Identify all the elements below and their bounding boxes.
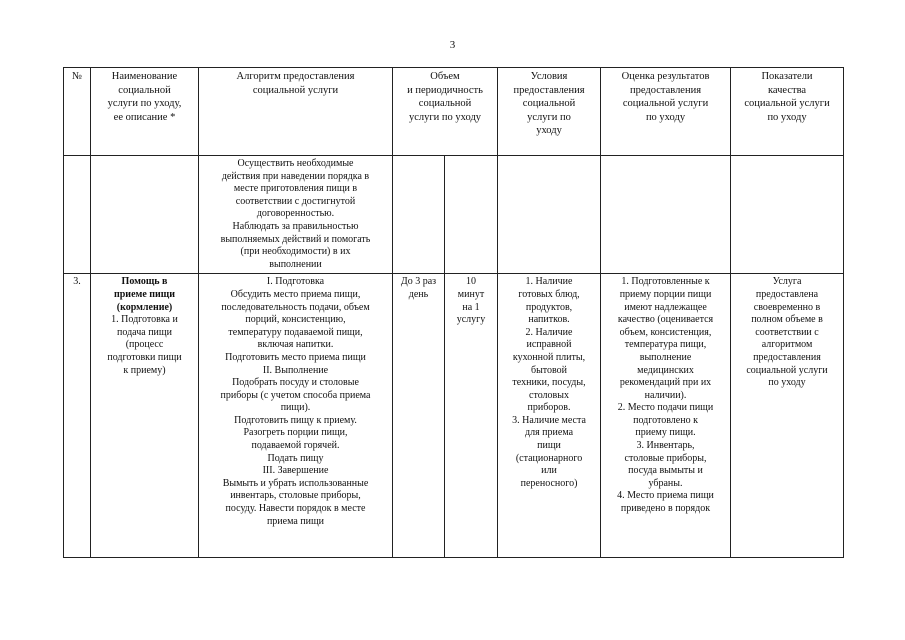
header-row: [64, 68, 844, 156]
cell-quality: [731, 156, 844, 274]
cell-quality: Услуга предоставлена своевременно в полном объеме в соответствии с алгоритмом предоставления социальной услуги по уходу: [731, 274, 844, 558]
service-title: Помощь в приеме пищи (кормление): [113, 276, 175, 313]
cell-volume-time: 10 минут на 1 услугу: [445, 274, 498, 558]
cell-evaluation: [601, 156, 731, 274]
cell-volume-freq: До 3 раз день: [393, 274, 445, 558]
cell-volume-freq: [393, 156, 445, 274]
header-evaluation: Оценка результатов предоставления социальной услуги по уходу: [601, 68, 731, 156]
header-name: Наименование социальной услуги по уходу, ее описание *: [91, 68, 199, 156]
header-algorithm: Алгоритм предоставления социальной услуги: [199, 68, 393, 156]
cell-algorithm: Осуществить необходимые действия при наведении порядка в месте приготовления пищи в соответствии с достигнутой договоренностью. Наблюдать за правильностью выполняемых действий и помогать (при необходимости) в их выполнении: [199, 156, 393, 274]
services-table: [63, 67, 844, 558]
cell-num: [64, 156, 91, 274]
page-number: 3: [449, 39, 456, 51]
header-num: №: [64, 68, 91, 156]
cell-volume-time: [445, 156, 498, 274]
cell-name: [91, 274, 199, 558]
table-row-continuation: [64, 156, 844, 274]
header-volume: Объем и периодичность социальной услуги по уходу: [393, 68, 498, 156]
cell-algorithm: I. Подготовка Обсудить место приема пищи, последовательность подачи, объем порций, консистенцию, температуру подаваемой пищи, включая напитки. Подготовить место приема пищи II. Выполнение Подобрать посуду и столовые приборы (с учетом способа приема пищи). Подготовить пищу к приему. Разогреть порции пищи, подаваемой горячей. Подать пищу III. Завершение Вымыть и убрать использованные инвентарь, столовые приборы, посуду. Навести порядок в месте приема пищи: [199, 274, 393, 558]
header-quality: Показатели качества социальной услуги по уходу: [731, 68, 844, 156]
header-conditions: Условия предоставления социальной услуги по уходу: [498, 68, 601, 156]
service-description: 1. Подготовка и подача пищи (процесс подготовки пищи к приему): [107, 314, 182, 376]
cell-name: [91, 156, 199, 274]
table-row-item-3: [64, 274, 844, 558]
cell-conditions: [498, 156, 601, 274]
cell-conditions: 1. Наличие готовых блюд, продуктов, напитков. 2. Наличие исправной кухонной плиты, бытовой техники, посуды, столовых приборов. 3. Наличие места для приема пищи (стационарного или переносного): [498, 274, 601, 558]
cell-evaluation: 1. Подготовленные к приему порции пищи имеют надлежащее качество (оценивается объем, консистенция, температура пищи, выполнение медицинских рекомендаций при их наличии). 2. Место подачи пищи подготовлено к приему пищи. 3. Инвентарь, столовые приборы, посуда вымыты и убраны. 4. Место приема пищи приведено в порядок: [601, 274, 731, 558]
cell-num: 3.: [64, 274, 91, 558]
